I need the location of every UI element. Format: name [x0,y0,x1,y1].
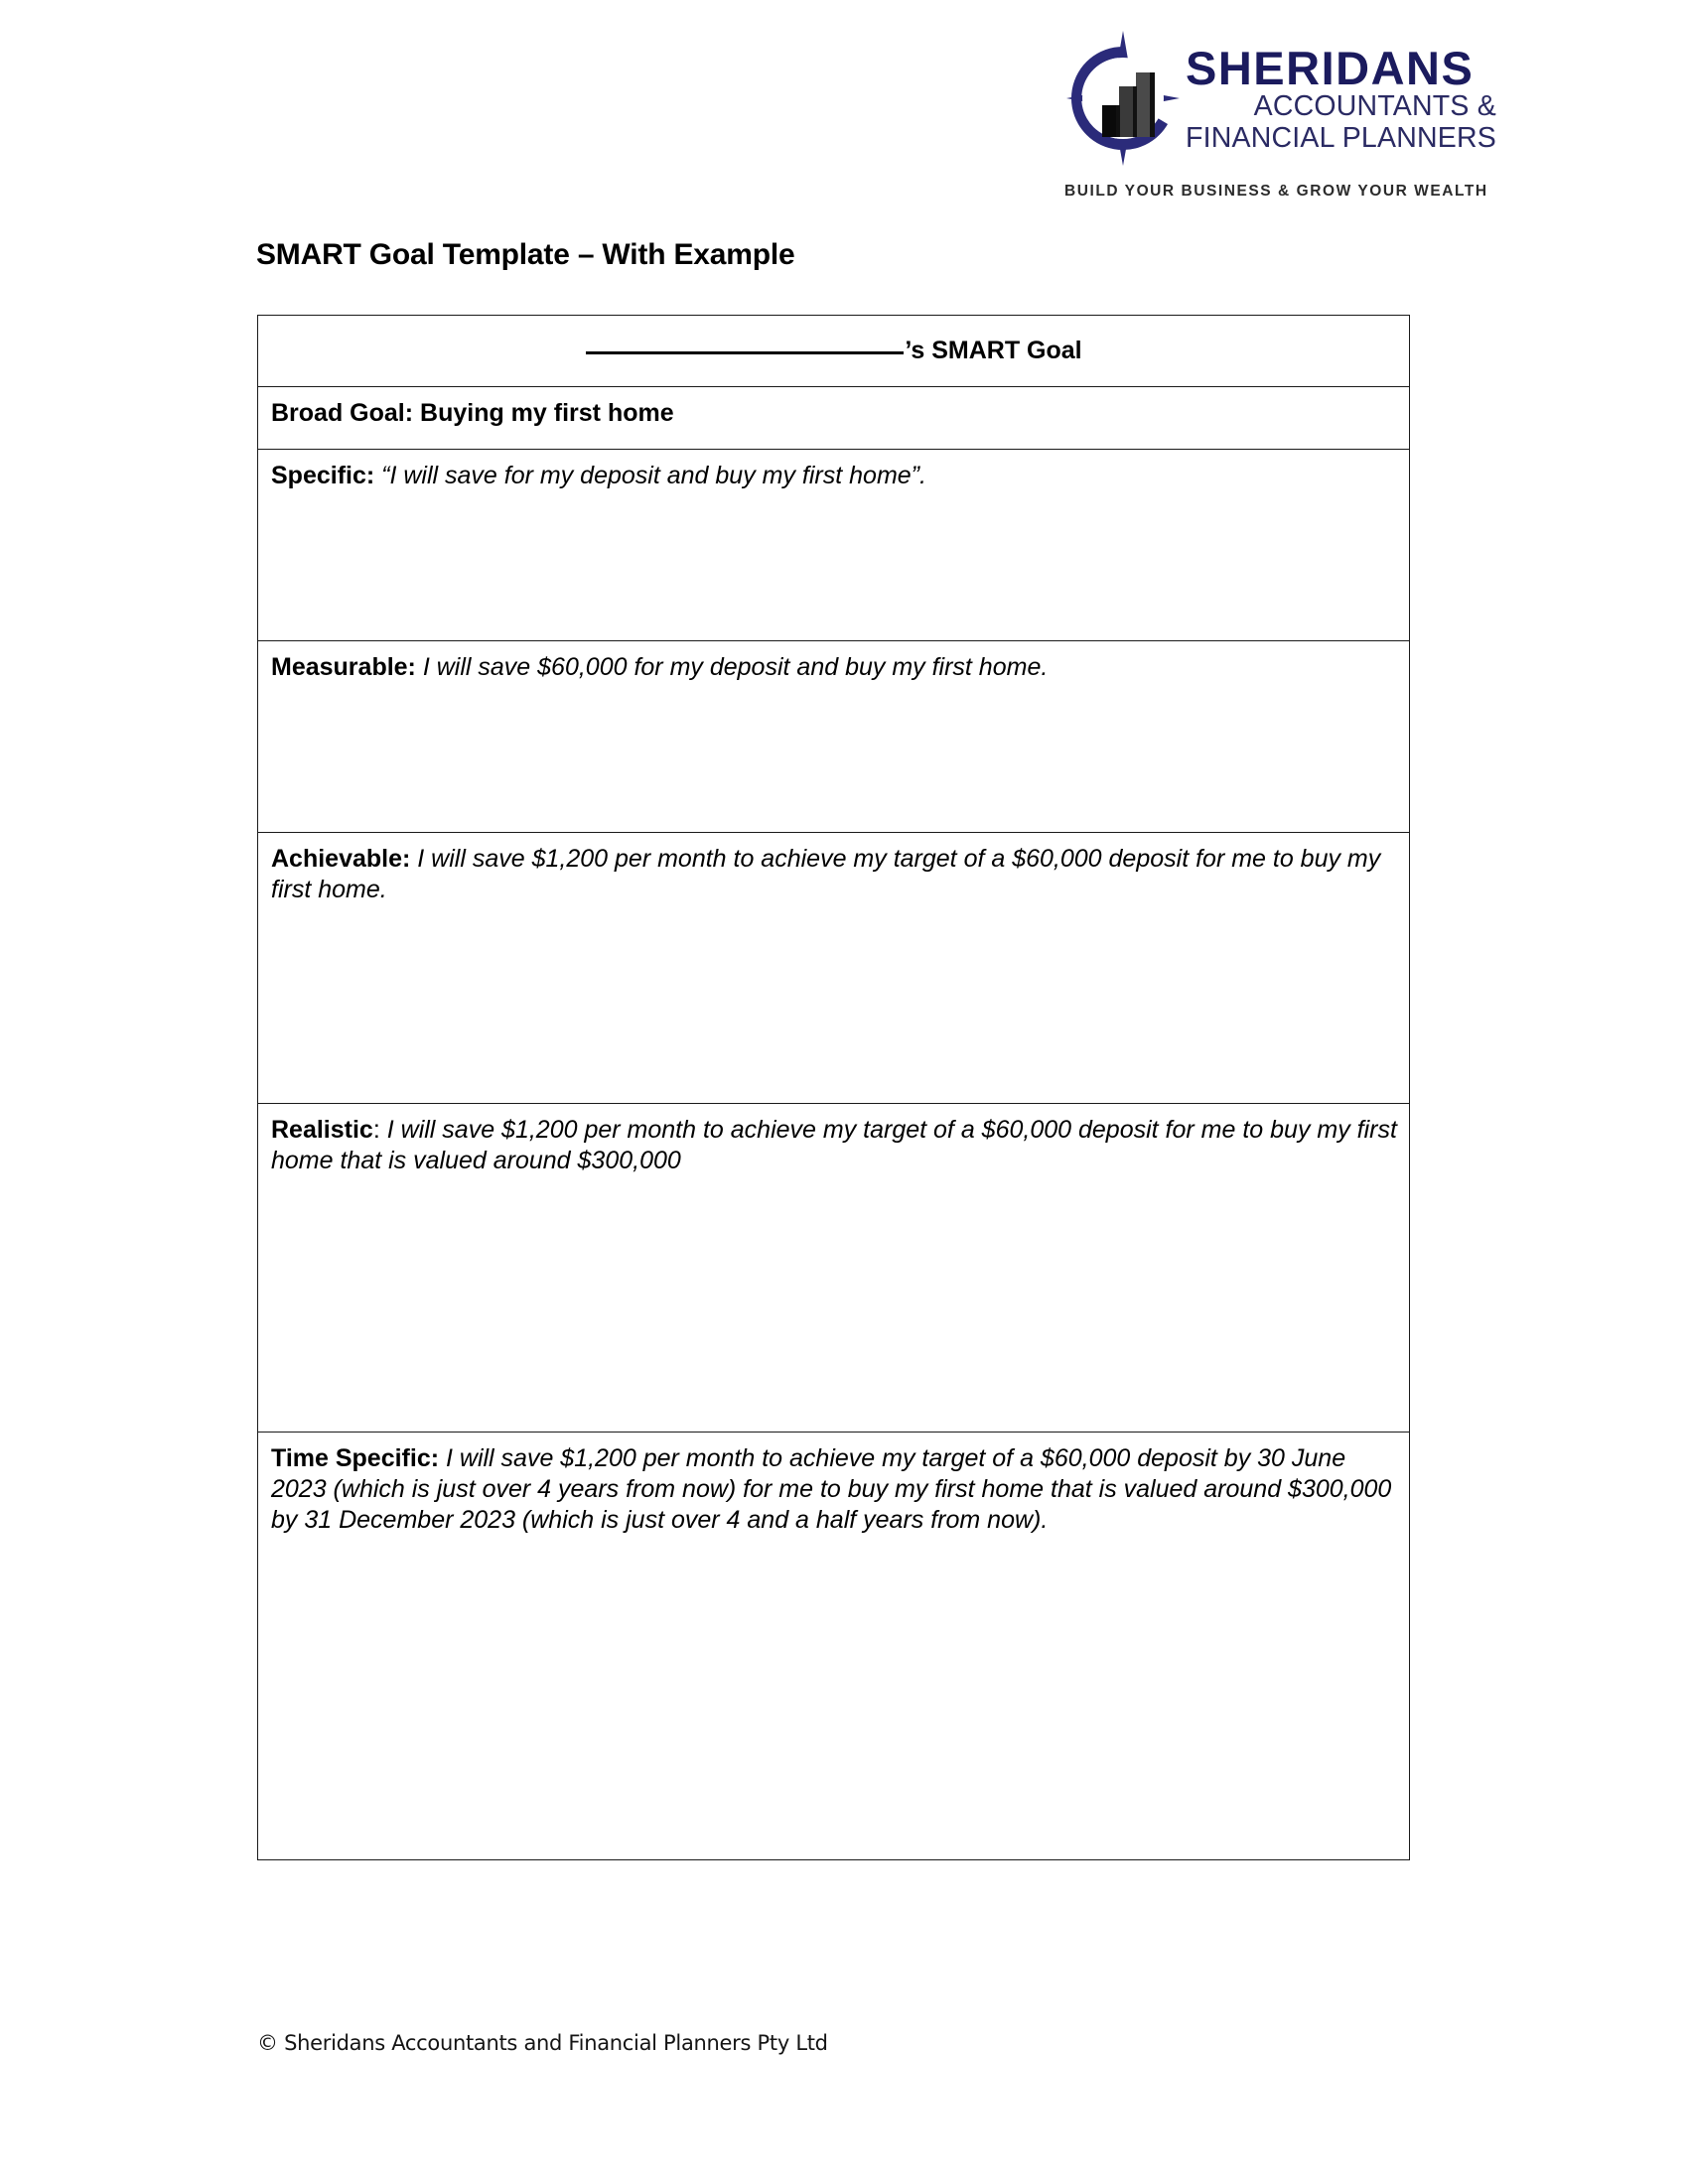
logo-company-name: SHERIDANS [1186,42,1475,95]
realistic-label: Realistic [271,1116,373,1144]
table-row-measurable [258,641,1410,833]
table-row-broad-goal [258,387,1410,450]
logo-row [1064,24,1496,173]
page-title: SMART Goal Template – With Example [256,238,795,271]
realistic-label-colon: : [372,1116,380,1144]
table-row-time-specific [258,1433,1410,1860]
broad-goal-label: Broad Goal: [271,399,414,427]
measurable-value[interactable]: I will save $60,000 for my deposit and buy my first home. [415,653,1049,681]
achievable-value[interactable]: I will save $1,200 per month to achieve my target of a $60,000 deposit for me to buy my first home. [271,845,1381,903]
time-specific-value[interactable]: I will save $1,200 per month to achieve my target of a $60,000 deposit by 30 June 2023 (which is just over 4 years from now) for me to buy my first home that is valued around $300,000 by 31 December 2023 (which is just over 4 and a half years from now). [271,1444,1392,1534]
compass-bar-chart-logo-icon [1064,29,1182,168]
smart-goal-header-suffix: ’s SMART Goal [905,337,1082,364]
broad-goal-value[interactable]: Buying my first home [413,399,674,427]
logo-subtitle-line1: ACCOUNTANTS & [1253,90,1496,123]
company-logo [1064,24,1496,212]
realistic-value[interactable]: I will save $1,200 per month to achieve my target of a $60,000 deposit for me to buy my first home that is valued around $300,000 [271,1116,1397,1174]
table-row-specific [258,450,1410,641]
smart-goal-table [257,315,1410,1860]
copyright-footer: © Sheridans Accountants and Financial Planners Pty Ltd [257,2031,828,2055]
logo-wordmark [1186,42,1496,155]
logo-subtitle-line2: FINANCIAL PLANNERS [1186,122,1496,155]
time-specific-label: Time Specific: [271,1444,440,1472]
table-row-achievable [258,833,1410,1104]
specific-label: Specific: [271,462,375,489]
table-row-realistic [258,1104,1410,1433]
specific-value[interactable]: “I will save for my deposit and buy my first home”. [374,462,926,489]
owner-name-blank-line[interactable] [586,350,904,354]
logo-tagline: BUILD YOUR BUSINESS & GROW YOUR WEALTH [1064,183,1488,200]
table-row-owner-header [258,316,1410,387]
achievable-label: Achievable: [271,845,411,873]
measurable-label: Measurable: [271,653,416,681]
